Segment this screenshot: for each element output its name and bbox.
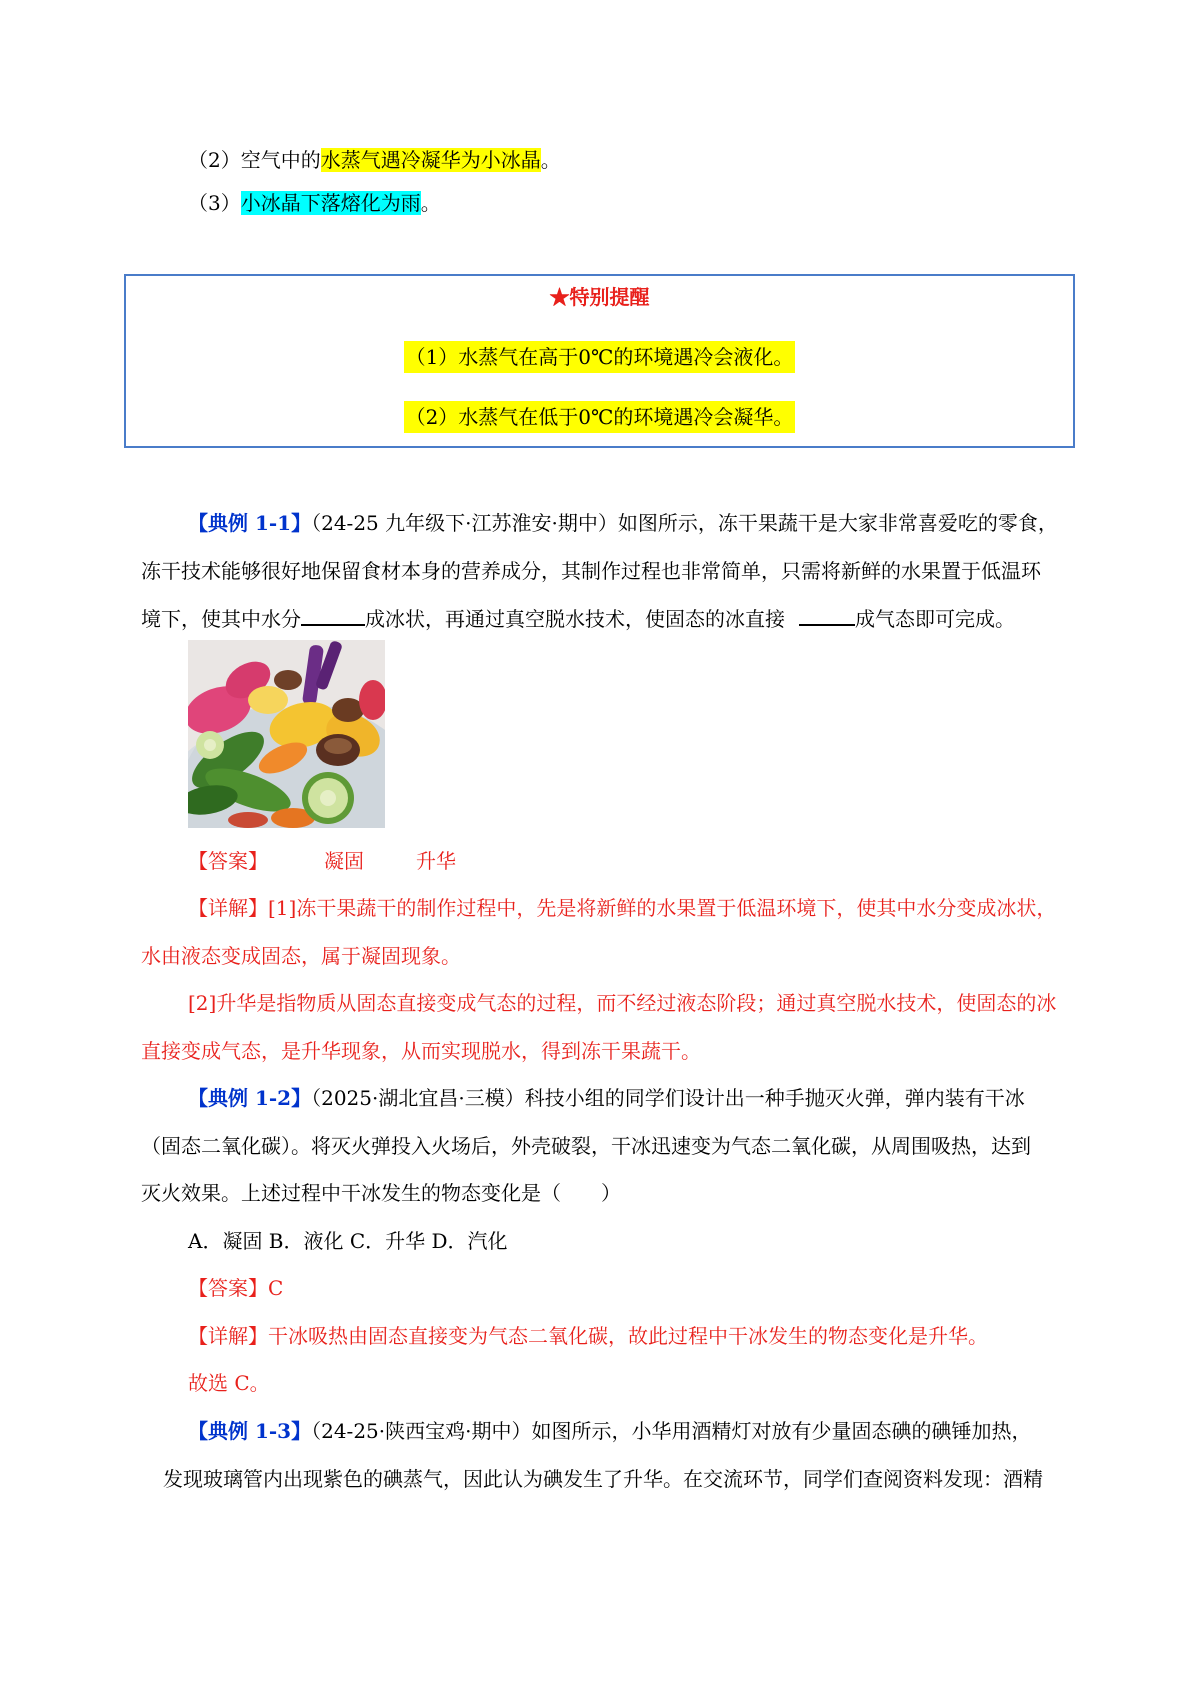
example-1-2-detail: 【详解】干冰吸热由固态直接变为气态二氧化碳，故此过程中干冰发生的物态变化是升华。 bbox=[188, 1324, 988, 1348]
example-1-1-detail-4: 直接变成气态，是升华现象，从而实现脱水，得到冻干果蔬干。 bbox=[141, 1039, 701, 1063]
reminder-line-2: （2）水蒸气在低于0℃的环境遇冷会凝华。 bbox=[126, 404, 1073, 430]
example-1-1-detail-1: 【详解】[1]冻干果蔬干的制作过程中，先是将新鲜的水果置于低温环境下，使其中水分变成冰状， bbox=[188, 896, 1057, 920]
reminder-title: ★特别提醒 bbox=[549, 285, 650, 309]
example-1-1-detail-3: [2]升华是指物质从固态直接变成气态的过程，而不经过液态阶段；通过真空脱水技术，使固态的冰 bbox=[188, 991, 1057, 1015]
freeze-dried-fruit-image bbox=[188, 640, 385, 828]
highlight-deposition: 水蒸气遇冷凝华为小冰晶 bbox=[320, 148, 541, 172]
example-tag: 【典例 1-1】 bbox=[188, 511, 312, 535]
answer-blank-1 bbox=[301, 606, 365, 626]
reminder-line-1: （1）水蒸气在高于0℃的环境遇冷会液化。 bbox=[126, 344, 1073, 370]
example-1-3-line-1: 【典例 1-3】（24-25·陕西宝鸡·期中）如图所示，小华用酒精灯对放有少量固态碘的碘锤加热， bbox=[188, 1419, 1032, 1443]
example-1-2-answer: 【答案】C bbox=[188, 1276, 284, 1300]
example-1-3-line-2: 发现玻璃管内出现紫色的碘蒸气，因此认为碘发生了升华。在交流环节，同学们查阅资料发现：酒精 bbox=[163, 1467, 1043, 1491]
highlight-melting: 小冰晶下落熔化为雨 bbox=[240, 191, 421, 215]
example-tag: 【典例 1-2】 bbox=[188, 1086, 312, 1110]
example-tag: 【典例 1-3】 bbox=[188, 1419, 312, 1443]
example-1-1-line-3: 境下，使其中水分 成冰状，再通过真空脱水技术，使固态的冰直接 成气态即可完成。 bbox=[141, 607, 1015, 631]
example-1-1-line-2: 冻干技术能够很好地保留食材本身的营养成分，其制作过程也非常简单，只需将新鲜的水果置于低温环 bbox=[141, 559, 1041, 583]
example-1-2-options: A．凝固 B．液化 C．升华 D．汽化 bbox=[188, 1229, 508, 1253]
example-1-1-answer: 【答案】 凝固 升华 bbox=[188, 849, 456, 873]
example-1-2-line-2: （固态二氧化碳）。将灭火弹投入火场后，外壳破裂，干冰迅速变为气态二氧化碳，从周围吸热，达到 bbox=[141, 1134, 1031, 1158]
example-1-1-line-1: 【典例 1-1】（24-25 九年级下·江苏淮安·期中）如图所示，冻干果蔬干是大家非常喜爱吃的零食， bbox=[188, 511, 1058, 535]
line-2: （2）空气中的水蒸气遇冷凝华为小冰晶。 bbox=[188, 148, 561, 172]
line-3: （3）小冰晶下落熔化为雨。 bbox=[188, 191, 441, 215]
example-1-2-line-1: 【典例 1-2】（2025·湖北宜昌·三模）科技小组的同学们设计出一种手抛灭火弹，弹内装有干冰 bbox=[188, 1086, 1025, 1110]
answer-blank-2 bbox=[799, 606, 855, 626]
example-1-2-line-3: 灭火效果。上述过程中干冰发生的物态变化是（ ） bbox=[141, 1181, 621, 1205]
special-reminder-box bbox=[124, 274, 1075, 448]
example-1-1-detail-2: 水由液态变成固态，属于凝固现象。 bbox=[141, 944, 461, 968]
example-1-2-choose: 故选 C。 bbox=[188, 1371, 270, 1395]
